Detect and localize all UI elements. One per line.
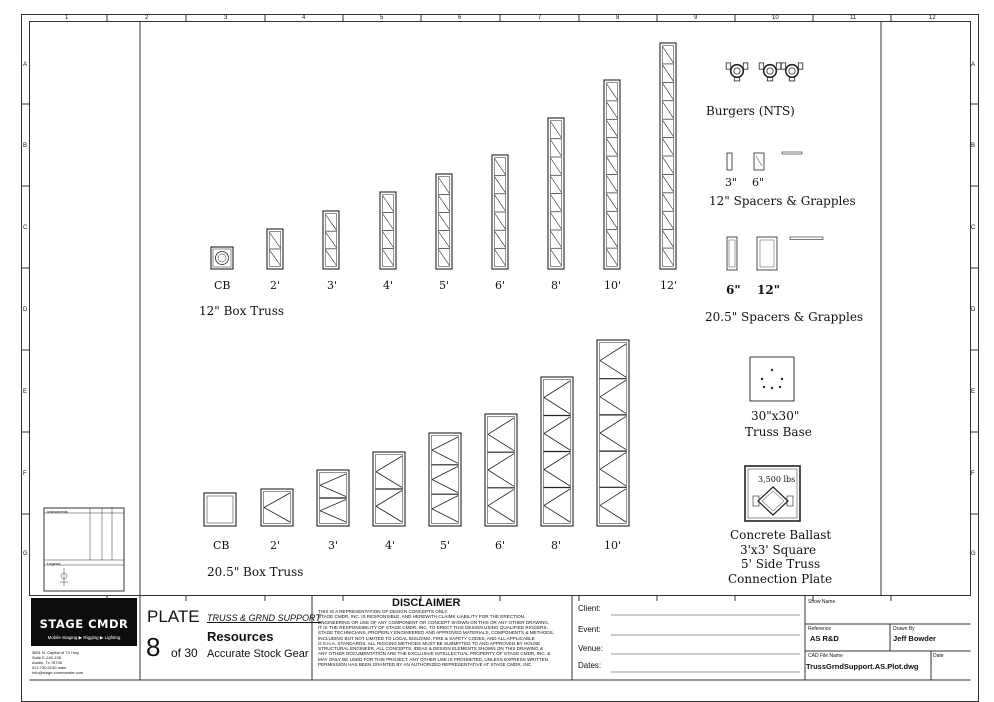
disclaimer-line: PERMISSION HAS BEEN GRANTED BY AN AUTHORIZED REPRESENTATIVE AT STAGE CMDR, INC. xyxy=(318,662,533,667)
box12-label: 3' xyxy=(327,279,338,292)
box20-diag xyxy=(600,416,626,433)
box12-truss-5-diag xyxy=(495,159,506,175)
box12-truss-8-diag xyxy=(663,194,674,210)
box20-diag xyxy=(376,506,402,522)
box12-label: 4' xyxy=(383,279,394,292)
spacer12-6in-diag xyxy=(756,156,762,166)
grid-row-label: D xyxy=(971,307,976,313)
box20-diag xyxy=(544,434,570,451)
disclaimer-line: THIS IS A REPRESENTATION OF DESIGN CONCEPTS ONLY. xyxy=(318,609,449,614)
spacers12-label-3in: 3" xyxy=(725,176,738,189)
grid-row-label: B xyxy=(23,143,28,149)
box20-diag xyxy=(320,511,346,522)
box20-diag xyxy=(600,361,626,378)
box12-truss-8 xyxy=(660,43,676,269)
plate-description: Accurate Stock Gear xyxy=(207,648,309,660)
ballast-line4: Connection Plate xyxy=(728,572,833,586)
burger-double-b-lug xyxy=(798,63,803,69)
box12-truss-6-diag xyxy=(551,140,562,156)
spacers12-label-6in: 6" xyxy=(752,176,765,189)
disclaimer-line: ENGINEERING OR USE OF ANY COMPONENT OR CONCEPT SHOWN ON THIS OR ANY OTHER DRAWING. xyxy=(318,619,550,625)
show-name-label: Show Name xyxy=(808,599,836,605)
box12-truss-8-diag xyxy=(663,139,674,155)
plate-title: Resources xyxy=(207,629,274,644)
box12-cb-ring-inner xyxy=(218,254,226,262)
box20-diag xyxy=(376,491,402,507)
grid-row-label: E xyxy=(23,389,28,395)
grid-col-label: 5 xyxy=(380,15,384,21)
box12-truss-3-diag xyxy=(383,196,394,212)
box12-truss-4-diag xyxy=(439,214,450,230)
disclaimer-line: MAY ONLY BE USED FOR THIS PROJECT. ANY OTHER USE IS PROHIBITED, UNLESS EXPRESS WRITTEN xyxy=(318,656,548,662)
grid-row-label: D xyxy=(23,307,28,313)
spacer12-3in xyxy=(727,153,732,170)
box12-truss-8-diag xyxy=(663,102,674,118)
legend-label: Legend xyxy=(47,561,61,566)
box20-diag xyxy=(320,500,346,511)
spacer20-12in-inner xyxy=(760,240,774,267)
grid-col-label: 4 xyxy=(302,15,306,21)
box12-truss-2-diag xyxy=(326,232,337,248)
box20-diag xyxy=(544,398,570,415)
box12-label: 8' xyxy=(551,279,562,292)
box20-diag xyxy=(600,489,626,506)
grid-row-label: G xyxy=(23,551,28,557)
box20-diag xyxy=(488,506,514,522)
box12-title: 12" Box Truss xyxy=(199,304,285,318)
disclaimer-line: STAGE TECHNICIANS, PROPERLY ENGINEERED AND APPROVED MATERIALS, COMPONENTS & METHODS, xyxy=(318,630,554,636)
box20-diag xyxy=(600,344,626,361)
box20-diag xyxy=(264,493,290,508)
box20-truss-outline xyxy=(485,414,517,526)
burger-double-a xyxy=(759,63,781,81)
burger-double-a-lug xyxy=(776,63,781,69)
event-field-label: Event: xyxy=(578,625,601,634)
box20-truss-7 xyxy=(597,340,629,526)
box20-diag xyxy=(376,456,402,472)
box20-diag xyxy=(432,496,458,509)
disclaimer-line: IT IS THE RESPONSIBILITY OF STAGE CMDR, INC. TO ERECT THIS DESIGN USING QUALIFIED RIGGERS, xyxy=(318,624,548,630)
box20-label: 5' xyxy=(440,539,451,552)
grid-col-label: 12 xyxy=(929,15,936,21)
box20-truss-1 xyxy=(261,489,293,526)
box20-diag xyxy=(488,418,514,434)
ballast-weight: 3,500 lbs xyxy=(758,475,796,484)
box12-truss-8-diag xyxy=(663,175,674,191)
box20-diag xyxy=(600,505,626,522)
grid-col-label: 6 xyxy=(458,15,462,21)
drawing-border xyxy=(30,22,971,596)
logo-wordmark: STAGE CMDR xyxy=(39,617,129,631)
box12-truss-3-diag xyxy=(383,214,394,230)
box12-truss-6-diag xyxy=(551,249,562,265)
grid-row-label: A xyxy=(23,62,28,68)
box12-truss-5 xyxy=(492,155,508,269)
disclaimer-line: STAGE CMDR, INC. IS RESPONSIBLE, AND HEREWITH CLAIMS LIABILITY FOR THE ERECTION, xyxy=(318,614,526,620)
grid-col-label: 3 xyxy=(224,15,228,21)
ballast-line3: 5' Side Truss xyxy=(741,557,821,571)
box20-diag xyxy=(600,397,626,414)
box12-truss-8-diag xyxy=(663,65,674,81)
grapple12 xyxy=(782,152,802,154)
truss-base-bolt xyxy=(779,386,781,388)
box12-truss-6-diag xyxy=(551,122,562,138)
box12-truss-7-diag xyxy=(607,176,618,192)
truss-base-size: 30"x30" xyxy=(751,409,800,423)
plate-label: PLATE xyxy=(147,607,200,626)
box20-truss-outline xyxy=(429,433,461,526)
box12-truss-6 xyxy=(548,118,564,269)
box12-label: 12' xyxy=(660,279,678,292)
box12-truss-7-diag xyxy=(607,120,618,136)
box20-diag xyxy=(432,450,458,463)
box12-truss-7-diag xyxy=(607,194,618,210)
box20-diag xyxy=(432,466,458,479)
box20-diag xyxy=(488,434,514,450)
logo-tagline: Mobile Staging ▶ Rigging ▶ Lighting xyxy=(47,635,121,640)
box12-truss-6-diag xyxy=(551,176,562,192)
box20-diag xyxy=(264,508,290,523)
box20-diag xyxy=(544,417,570,434)
reference-label: Reference xyxy=(808,626,832,632)
box12-truss-7-diag xyxy=(607,249,618,265)
box20-label: 4' xyxy=(385,539,396,552)
truss-base-bolt xyxy=(781,378,783,380)
grid-col-label: 1 xyxy=(65,15,69,21)
box12-truss-4-diag xyxy=(439,178,450,194)
spacers12-title: 12" Spacers & Grapples xyxy=(709,194,856,208)
grid-col-label: 9 xyxy=(694,15,698,21)
box12-truss-7-diag xyxy=(607,157,618,173)
box20-diag xyxy=(376,472,402,488)
box12-truss-4-diag xyxy=(439,250,450,266)
company-logo xyxy=(31,598,137,646)
box12-truss-2-diag xyxy=(326,215,337,231)
box12-truss-1-diag xyxy=(270,250,281,266)
grid-row-label: F xyxy=(23,471,27,477)
burger-single-lug xyxy=(743,63,748,69)
box12-truss-2 xyxy=(323,211,339,269)
box12-truss-8-diag xyxy=(663,83,674,99)
grid-row-label: B xyxy=(971,143,976,149)
box12-truss-3 xyxy=(380,192,396,269)
box20-label: 8' xyxy=(551,539,562,552)
box12-truss-7-diag xyxy=(607,212,618,228)
box12-truss-5-diag xyxy=(495,195,506,211)
grid-row-label: G xyxy=(971,551,976,557)
disclaimer-line: O.S.H.A. STANDARDS. ALL RIGGING METHODS MUST BE SUBMITTED TO AND APPROVED BY HOUSE xyxy=(318,640,541,646)
truss-base-bolt xyxy=(771,369,773,371)
box12-cb-outer xyxy=(211,247,233,269)
box20-diag xyxy=(544,489,570,506)
spacer12-6in xyxy=(754,153,764,170)
burger-single-bolt xyxy=(734,68,740,74)
company-email: info@stage-commander.com xyxy=(32,670,84,675)
instruments-label: Instruments xyxy=(47,509,68,514)
cad-file-label: CAD File Name xyxy=(808,653,843,659)
box12-truss-8-diag xyxy=(663,249,674,265)
plate-number: 8 xyxy=(146,632,161,662)
grid-col-label: 8 xyxy=(616,15,620,21)
box12-truss-6-diag xyxy=(551,195,562,211)
logo-lights xyxy=(37,602,131,614)
box12-label: 10' xyxy=(604,279,622,292)
company-address-3: Austin, Tx 78746 xyxy=(32,660,62,665)
box12-truss-8-diag xyxy=(663,47,674,63)
box20-diag xyxy=(320,485,346,496)
box12-truss-5-diag xyxy=(495,249,506,265)
spacer20-6in-inner xyxy=(729,240,735,267)
box20-truss-5 xyxy=(485,414,517,526)
box12-truss-7-diag xyxy=(607,102,618,118)
venue-field-label: Venue: xyxy=(578,644,603,653)
burger-single-ring xyxy=(731,65,744,78)
box12-truss-3-diag xyxy=(383,250,394,266)
reference-value: AS R&D xyxy=(810,634,839,643)
box20-diag xyxy=(544,453,570,470)
grid-col-label: 10 xyxy=(772,15,779,21)
burger-double-b-lug xyxy=(781,63,786,69)
grid-col-label: 7 xyxy=(538,15,542,21)
company-address-1: 3801 N. Capital of TX Hwy xyxy=(32,650,80,655)
box12-truss-5-diag xyxy=(495,177,506,193)
box12-truss-7 xyxy=(604,80,620,269)
grid-row-label: A xyxy=(971,62,976,68)
box12-truss-7-diag xyxy=(607,139,618,155)
box20-diag xyxy=(432,437,458,450)
burger-single xyxy=(726,63,748,81)
box12-truss-6-diag xyxy=(551,213,562,229)
box20-diag xyxy=(544,470,570,487)
burgers-title: Burgers (NTS) xyxy=(706,104,795,118)
truss-base-bolt xyxy=(771,387,773,389)
box20-cb xyxy=(204,493,236,526)
grid-row-label: C xyxy=(971,225,976,231)
disclaimer-line: STRUCTURAL ENGINEER. ALL CONCEPTS, IDEAS & DESIGN ELEMENTS SHOWN ON THIS DRAWING & xyxy=(318,646,544,652)
box20-label: 10' xyxy=(604,539,622,552)
box20-label: 3' xyxy=(328,539,339,552)
box12-cb xyxy=(211,247,233,269)
burger-single-lug xyxy=(726,63,731,69)
plate-of: of 30 xyxy=(171,646,198,660)
grid-col-label: 2 xyxy=(145,15,149,21)
truss-base-title: Truss Base xyxy=(745,425,812,439)
box12-truss-7-diag xyxy=(607,84,618,100)
box12-label: 2' xyxy=(270,279,281,292)
box12-truss-5-diag xyxy=(495,213,506,229)
disclaimer-line: ANY OTHER DOCUMENTATION ARE THE EXCLUSIVE INTELLECTUAL PROPERTY OF STAGE CMDR, INC. & xyxy=(318,651,551,657)
box12-truss-7-diag xyxy=(607,231,618,247)
drawn-by-value: Jeff Bowder xyxy=(893,634,936,643)
box12-truss-6-diag xyxy=(551,158,562,174)
box20-truss-inner xyxy=(264,492,291,524)
burger-double-b-bolt xyxy=(789,68,795,74)
box20-diag xyxy=(488,470,514,486)
truss-base-bolt xyxy=(763,386,765,388)
burger-double-a-lug xyxy=(759,63,764,69)
box12-label: CB xyxy=(214,279,231,292)
truss-base-bolt xyxy=(761,378,763,380)
box12-truss-1-diag xyxy=(270,233,281,249)
grid-row-label: E xyxy=(971,389,976,395)
box20-truss-3 xyxy=(373,452,405,526)
box12-truss-8-diag xyxy=(663,212,674,228)
drawn-by-label: Drawn By xyxy=(893,626,915,632)
box20-label: CB xyxy=(213,539,230,552)
spacer20-6in xyxy=(727,237,737,270)
ballast-line2: 3'x3' Square xyxy=(740,543,817,557)
box20-diag xyxy=(488,489,514,505)
box20-diag xyxy=(600,380,626,397)
date-label: Date xyxy=(933,653,944,659)
grid-row-label: C xyxy=(23,225,28,231)
box20-label: 6' xyxy=(495,539,506,552)
box20-diag xyxy=(432,480,458,493)
box12-truss-5-diag xyxy=(495,231,506,247)
box20-diag xyxy=(600,453,626,470)
box12-truss-4 xyxy=(436,174,452,269)
cad-file-value: TrussGrndSupport.AS.Plot.dwg xyxy=(806,662,919,671)
plate-subtitle: TRUSS & GRND SUPPORT xyxy=(207,613,321,623)
box12-truss-8-diag xyxy=(663,157,674,173)
box20-cb-outer xyxy=(204,493,236,526)
disclaimer-line: INCLUDING BUT NOT LIMITED TO LOCAL BUILDING, FIRE & SAFETY CODES, AND ALL APPLICABLE xyxy=(318,635,535,641)
box12-truss-3-diag xyxy=(383,232,394,248)
client-field-label: Client: xyxy=(578,604,601,613)
box20-truss-outline xyxy=(261,489,293,526)
box12-cb-ring xyxy=(216,252,229,265)
spacers20-label-12in: 12" xyxy=(757,283,780,297)
box12-label: 6' xyxy=(495,279,506,292)
box12-label: 5' xyxy=(439,279,450,292)
burger-double-b-ring xyxy=(786,65,799,78)
box12-truss-8-diag xyxy=(663,231,674,247)
spacers20-label-6in: 6" xyxy=(726,283,741,297)
box20-truss-inner xyxy=(600,343,627,524)
box20-diag xyxy=(600,433,626,450)
ballast-line1: Concrete Ballast xyxy=(730,528,832,542)
box20-diag xyxy=(320,474,346,485)
dates-field-label: Dates: xyxy=(578,661,602,670)
box20-truss-outline xyxy=(597,340,629,526)
spacers20-title: 20.5" Spacers & Grapples xyxy=(705,310,864,324)
truss-base-plate xyxy=(750,357,794,401)
box12-truss-1 xyxy=(267,229,283,269)
disclaimer-title: DISCLAIMER xyxy=(392,597,461,609)
burger-double-a-ring xyxy=(764,65,777,78)
box20-diag xyxy=(600,469,626,486)
box12-truss-2-diag xyxy=(326,250,337,266)
box20-diag xyxy=(544,506,570,523)
box20-truss-4 xyxy=(429,433,461,526)
box20-truss-6 xyxy=(541,377,573,526)
box20-diag xyxy=(544,381,570,398)
grid-row-label: F xyxy=(971,471,975,477)
grid-col-label: 11 xyxy=(850,15,857,21)
box12-truss-4-diag xyxy=(439,232,450,248)
box20-diag xyxy=(432,509,458,522)
box12-truss-6-diag xyxy=(551,231,562,247)
burger-double-b xyxy=(781,63,803,81)
grapple20 xyxy=(790,237,823,240)
box12-truss-8-diag xyxy=(663,120,674,136)
company-address-2: Suite E-240-108 xyxy=(32,655,61,660)
box20-diag xyxy=(488,454,514,470)
company-phone: 512.730.0130 main xyxy=(32,665,67,670)
box20-cb-inner xyxy=(207,496,233,523)
box20-title: 20.5" Box Truss xyxy=(207,565,304,579)
box12-truss-4-diag xyxy=(439,196,450,212)
box20-truss-2 xyxy=(317,470,349,526)
box20-label: 2' xyxy=(270,539,281,552)
burger-double-a-bolt xyxy=(767,68,773,74)
